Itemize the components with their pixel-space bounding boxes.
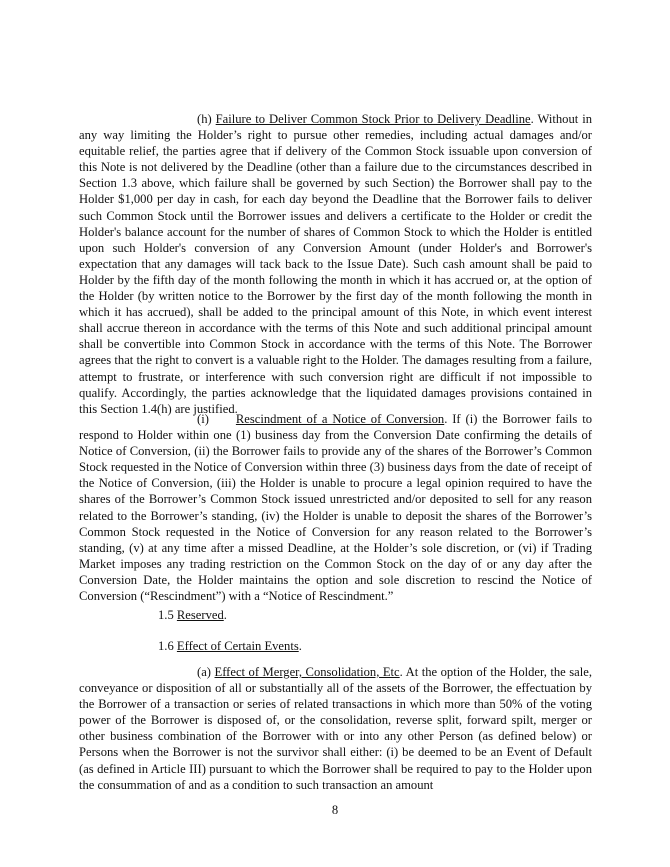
section-1-5-heading — [158, 607, 227, 623]
page-number: 8 — [331, 803, 339, 817]
section-label: (a) — [197, 665, 211, 679]
section-number: 1.5 — [158, 608, 174, 622]
section-suffix: . — [223, 608, 227, 622]
section-title: Failure to Deliver Common Stock Prior to Delivery Deadline — [215, 112, 531, 126]
section-label: (i) — [197, 412, 209, 426]
section-1-6-a-paragraph — [79, 664, 592, 793]
section-title: Reserved — [176, 608, 224, 622]
section-label: (h) — [197, 112, 212, 126]
section-title: Effect of Certain Events — [176, 639, 299, 653]
section-1-4-i-paragraph — [79, 411, 592, 604]
section-body: . If (i) the Borrower fails to respond to Holder within one (1) business day from the Conversion Date confirming the details of Notice of Conversion, (ii) the Borrower fails to provide any of the shares of the Borrower’s Common Stock requested in the Notice of Conversion within three (3) business days from the date of receipt of the Notice of Conversion, (iii) the Holder is unable to procure a legal opinion required to have the shares of the Borrower’s Common Stock issued unrestricted and/or deposited to sell for any reason related to the Borrower’s standing, (iv) the Holder is unable to deposit the shares of the Borrower’s Common Stock requested in the Notice of Conversion for any reason related to the Borrower’s standing, (v) at any time after a missed Deadline, at the Holder’s sole discretion, or (vi) if Trading Market imposes any trading restriction on the Common Stock on the day of or any day after the Conversion Date, the Holder maintains the option and sole discretion to rescind the Notice of Conversion (“Rescindment”) with a “Notice of Rescindment.” — [79, 412, 592, 604]
section-title: Effect of Merger, Consolidation, Etc — [214, 665, 400, 679]
section-1-4-h-paragraph — [79, 111, 592, 417]
section-body: . At the option of the Holder, the sale, conveyance or disposition of all or substantially all of the assets of the Borrower, the effectuation by the Borrower of a transaction or series of related transactions in which more than 50% of the voting power of the Borrower is disposed of, or the consolidation, reverse split, forward spilt, merger or other business combination of the Borrower with or into any other Person (as defined below) or Persons when the Borrower is not the survivor shall either: (i) be deemed to be an Event of Default (as defined in Article III) pursuant to which the Borrower shall be required to pay to the Holder upon the consummation of and as a condition to such transaction an amount — [79, 665, 592, 792]
section-suffix: . — [298, 639, 302, 653]
section-body: . Without in any way limiting the Holder’s right to pursue other remedies, including actual damages and/or equitable relief, the parties agree that if delivery of the Common Stock issuable upon conversion of this Note is not delivered by the Deadline (other than a failure due to the circumstances described in Section 1.3 above, which failure shall be governed by such Section) the Borrower shall pay to the Holder $1,000 per day in cash, for each day beyond the Deadline that the Borrower fails to deliver such Common Stock until the Borrower issues and delivers a certificate to the Holder or credit the Holder's balance account for the number of shares of Common Stock to which the Holder is entitled upon such Holder's conversion of any Conversion Amount (under Holder's and Borrower's expectation that any damages will tack back to the Issue Date). Such cash amount shall be paid to Holder by the fifth day of the month following the month in which it has accrued or, at the option of the Holder (by written notice to the Borrower by the first day of the month following the month in which it has accrued), shall be added to the principal amount of this Note, in which event interest shall accrue thereon in accordance with the terms of this Note and such additional principal amount shall be convertible into Common Stock in accordance with the terms of this Note. The Borrower agrees that the right to convert is a valuable right to the Holder. The damages resulting from a failure, attempt to frustrate, or interference with such conversion right are difficult if not impossible to qualify. Accordingly, the parties acknowledge that the liquidated damages provisions contained in this Section 1.4(h) are justified. — [79, 112, 592, 416]
section-number: 1.6 — [158, 639, 174, 653]
section-1-6-heading — [158, 638, 302, 654]
section-title: Rescindment of a Notice of Conversion — [235, 412, 445, 426]
